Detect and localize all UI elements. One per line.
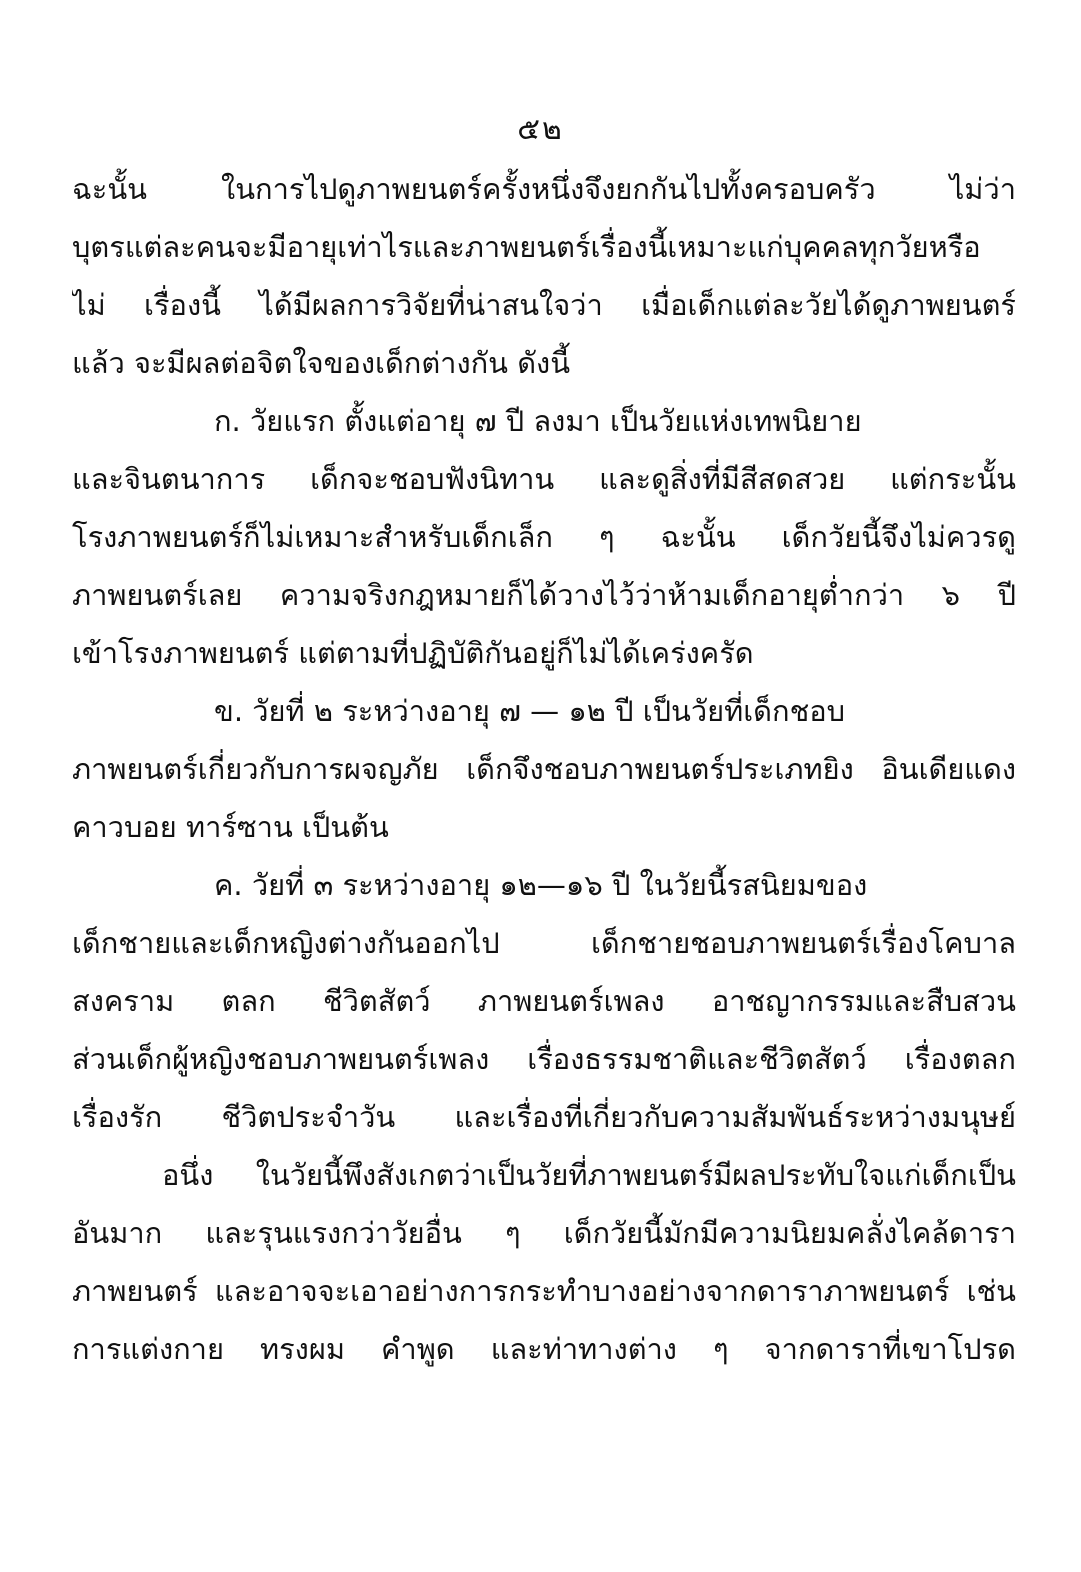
text-line: ข. วัยที่ ๒ ระหว่างอายุ ๗ — ๑๒ ปี เป็นวัยที่เด็กชอบ	[214, 694, 846, 728]
text-line: ก. วัยแรก ตั้งแต่อายุ ๗ ปี ลงมา เป็นวัยแห่งเทพนิยาย	[214, 404, 862, 438]
text-line: สงคราม ตลก ชีวิตสัตว์ ภาพยนตร์เพลง อาชญากรรมและสืบสวน	[72, 984, 1016, 1018]
text-line: บุตรแต่ละคนจะมีอายุเท่าไรและภาพยนตร์เรื่องนี้เหมาะแก่บุคคลทุกวัยหรือ	[72, 230, 981, 264]
text-line: และจินตนาการ เด็กจะชอบฟังนิทาน และดูสิ่งที่มีสีสดสวย แต่กระนั้น	[72, 462, 1016, 496]
text-line: ไม่ เรื่องนี้ ได้มีผลการวิจัยที่น่าสนใจว่า เมื่อเด็กแต่ละวัยได้ดูภาพยนตร์	[72, 288, 1016, 322]
text-line: เข้าโรงภาพยนตร์ แต่ตามที่ปฏิบัติกันอยู่ก็ไม่ได้เคร่งครัด	[72, 636, 754, 670]
body-text	[72, 160, 1016, 1378]
text-line: การแต่งกาย ทรงผม คำพูด และท่าทางต่าง ๆ จากดาราที่เขาโปรด	[72, 1332, 1016, 1366]
text-line: คาวบอย ทาร์ซาน เป็นต้น	[72, 810, 389, 844]
text-line: ส่วนเด็กผู้หญิงชอบภาพยนตร์เพลง เรื่องธรรมชาติและชีวิตสัตว์ เรื่องตลก	[72, 1042, 1016, 1076]
text-line: เรื่องรัก ชีวิตประจำวัน และเรื่องที่เกี่ยวกับความสัมพันธ์ระหว่างมนุษย์	[72, 1100, 1016, 1134]
text-line: เด็กชายและเด็กหญิงต่างกันออกไป เด็กชายชอบภาพยนตร์เรื่องโคบาล	[72, 926, 1016, 960]
text-line: ภาพยนตร์ และอาจจะเอาอย่างการกระทำบางอย่างจากดาราภาพยนตร์ เช่น	[72, 1274, 1016, 1308]
text-line: ภาพยนตร์เลย ความจริงกฎหมายก็ได้วางไว้ว่าห้ามเด็กอายุต่ำกว่า ๖ ปี	[72, 578, 1016, 612]
text-line: ค. วัยที่ ๓ ระหว่างอายุ ๑๒—๑๖ ปี ในวัยนี้รสนิยมของ	[214, 868, 868, 902]
text-line: อันมาก และรุนแรงกว่าวัยอื่น ๆ เด็กวัยนี้มักมีความนิยมคลั่งไคล้ดารา	[72, 1216, 1016, 1250]
text-line: โรงภาพยนตร์ก็ไม่เหมาะสำหรับเด็กเล็ก ๆ ฉะนั้น เด็กวัยนี้จึงไม่ควรดู	[72, 520, 1016, 554]
text-line: อนึ่ง ในวัยนี้พึงสังเกตว่าเป็นวัยที่ภาพยนตร์มีผลประทับใจแก่เด็กเป็น	[162, 1158, 1016, 1192]
text-line: แล้ว จะมีผลต่อจิตใจของเด็กต่างกัน ดังนี้	[72, 346, 571, 380]
text-line: ภาพยนตร์เกี่ยวกับการผจญภัย เด็กจึงชอบภาพยนตร์ประเภทยิง อินเดียแดง	[72, 752, 1016, 786]
text-line: ฉะนั้น ในการไปดูภาพยนตร์ครั้งหนึ่งจึงยกกันไปทั้งครอบครัว ไม่ว่า	[72, 172, 1016, 206]
page-number: ๕๒	[517, 112, 564, 147]
